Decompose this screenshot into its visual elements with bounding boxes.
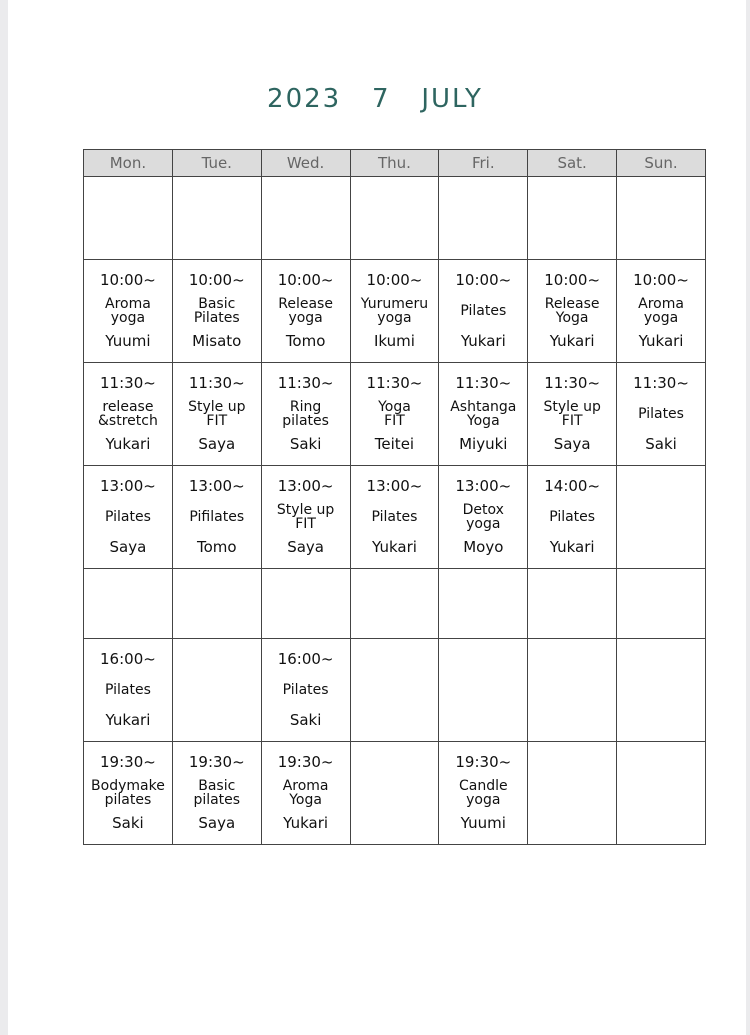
empty-cell <box>617 639 706 742</box>
empty-cell <box>84 569 173 639</box>
class-cell <box>172 742 261 845</box>
class-name: release &stretch <box>98 399 158 429</box>
class-name: Basic Pilates <box>193 296 240 326</box>
class-entry <box>528 272 616 350</box>
class-cell <box>84 260 173 363</box>
class-name: Yurumeru yoga <box>360 296 429 326</box>
class-time: 13:00~ <box>188 477 245 495</box>
instructor-name: Moyo <box>463 538 504 556</box>
class-entry <box>173 272 261 350</box>
class-entry <box>351 272 439 350</box>
day-header: Sat. <box>528 150 617 177</box>
class-name: Pilates <box>282 682 329 698</box>
class-cell <box>172 260 261 363</box>
class-cell <box>261 639 350 742</box>
class-cell <box>261 363 350 466</box>
empty-cell <box>172 639 261 742</box>
class-name: Pifilates <box>189 509 245 525</box>
schedule-row <box>84 363 706 466</box>
empty-cell <box>528 569 617 639</box>
class-time: 11:30~ <box>188 374 245 392</box>
instructor-name: Misato <box>192 332 242 350</box>
class-cell <box>261 260 350 363</box>
class-name: Ashtanga Yoga <box>450 399 517 429</box>
class-name: Pilates <box>371 509 418 525</box>
class-cell <box>528 466 617 569</box>
class-name: Pilates <box>104 509 151 525</box>
class-cell <box>84 363 173 466</box>
day-header: Mon. <box>84 150 173 177</box>
class-time: 19:30~ <box>188 753 245 771</box>
instructor-name: Saki <box>645 435 677 453</box>
class-cell <box>439 260 528 363</box>
schedule-row <box>84 742 706 845</box>
page <box>8 0 746 1035</box>
class-name: Pilates <box>460 303 507 319</box>
class-cell <box>350 363 439 466</box>
day-header: Wed. <box>261 150 350 177</box>
class-entry <box>262 272 350 350</box>
class-entry <box>528 375 616 453</box>
class-time: 11:30~ <box>277 374 334 392</box>
empty-cell <box>350 569 439 639</box>
instructor-name: Tomo <box>285 332 326 350</box>
class-time: 11:30~ <box>366 374 423 392</box>
class-time: 10:00~ <box>455 271 512 289</box>
class-cell <box>528 260 617 363</box>
class-name: Pilates <box>638 406 684 422</box>
class-cell <box>84 742 173 845</box>
empty-cell <box>84 177 173 260</box>
class-entry <box>84 754 172 832</box>
class-name: Ring pilates <box>282 399 329 429</box>
class-entry <box>617 375 705 453</box>
day-header: Tue. <box>172 150 261 177</box>
schedule-row <box>84 569 706 639</box>
schedule-row <box>84 177 706 260</box>
class-cell <box>261 742 350 845</box>
class-time: 10:00~ <box>100 271 156 289</box>
class-cell <box>84 466 173 569</box>
class-entry <box>84 478 172 556</box>
class-cell <box>528 363 617 466</box>
empty-cell <box>528 639 617 742</box>
empty-cell <box>350 177 439 260</box>
day-header: Sun. <box>617 150 706 177</box>
class-name: Pilates <box>104 682 151 698</box>
class-entry <box>262 478 350 556</box>
empty-cell <box>617 569 706 639</box>
class-time: 16:00~ <box>277 650 334 668</box>
instructor-name: Yukari <box>549 538 595 556</box>
class-name: Pilates <box>549 509 596 525</box>
instructor-name: Yukari <box>105 435 151 453</box>
class-name: Basic pilates <box>193 778 241 808</box>
instructor-name: Saki <box>289 711 322 729</box>
class-entry <box>173 478 261 556</box>
class-entry <box>173 754 261 832</box>
class-time: 14:00~ <box>544 477 601 495</box>
class-entry <box>351 478 439 556</box>
empty-cell <box>172 177 261 260</box>
class-entry <box>262 651 350 729</box>
class-entry <box>84 651 172 729</box>
class-time: 10:00~ <box>633 271 689 289</box>
class-time: 10:00~ <box>188 271 245 289</box>
instructor-name: Yukari <box>105 711 151 729</box>
class-entry <box>439 375 527 453</box>
instructor-name: Yukari <box>549 332 595 350</box>
class-time: 11:30~ <box>633 374 689 392</box>
class-entry <box>439 478 527 556</box>
schedule-row <box>84 639 706 742</box>
class-cell <box>439 466 528 569</box>
page-title: 2023 7 JULY <box>267 84 483 114</box>
class-entry <box>617 272 705 350</box>
instructor-name: Yukari <box>372 538 417 556</box>
class-name: Style up FIT <box>543 399 601 429</box>
instructor-name: Saya <box>109 538 147 556</box>
class-time: 11:30~ <box>455 374 512 392</box>
instructor-name: Saya <box>198 814 236 832</box>
class-time: 10:00~ <box>366 271 423 289</box>
class-entry <box>439 754 527 832</box>
class-entry <box>173 375 261 453</box>
class-time: 19:30~ <box>455 753 512 771</box>
class-cell <box>350 466 439 569</box>
day-header: Thu. <box>350 150 439 177</box>
instructor-name: Ikumi <box>373 332 415 350</box>
class-entry <box>84 375 172 453</box>
class-time: 13:00~ <box>455 477 512 495</box>
empty-cell <box>439 177 528 260</box>
class-time: 16:00~ <box>100 650 156 668</box>
class-time: 13:00~ <box>100 477 156 495</box>
empty-cell <box>617 177 706 260</box>
class-cell <box>172 466 261 569</box>
class-name: Bodymake pilates <box>91 778 165 808</box>
class-name: Release yoga <box>278 296 333 326</box>
instructor-name: Saki <box>112 814 144 832</box>
class-time: 11:30~ <box>100 374 156 392</box>
empty-cell <box>617 742 706 845</box>
class-time: 10:00~ <box>544 271 601 289</box>
day-header: Fri. <box>439 150 528 177</box>
instructor-name: Miyuki <box>459 435 508 453</box>
class-cell <box>350 260 439 363</box>
header-row <box>84 150 706 177</box>
empty-cell <box>350 639 439 742</box>
class-cell <box>439 363 528 466</box>
instructor-name: Saya <box>287 538 324 556</box>
class-name: Candle yoga <box>458 778 508 808</box>
instructor-name: Yuumi <box>460 814 506 832</box>
class-name: Aroma yoga <box>105 296 151 326</box>
class-name: Yoga FIT <box>378 399 411 429</box>
class-entry <box>262 375 350 453</box>
class-name: Aroma yoga <box>638 296 684 326</box>
class-entry <box>528 478 616 556</box>
empty-cell <box>528 742 617 845</box>
instructor-name: Saki <box>289 435 322 453</box>
schedule-row <box>84 260 706 363</box>
class-cell <box>261 466 350 569</box>
empty-cell <box>261 177 350 260</box>
class-name: Aroma Yoga <box>282 778 329 808</box>
class-cell <box>172 363 261 466</box>
instructor-name: Yukari <box>460 332 506 350</box>
class-time: 13:00~ <box>277 477 334 495</box>
class-time: 11:30~ <box>544 374 601 392</box>
schedule-row <box>84 466 706 569</box>
class-name: Style up FIT <box>188 399 246 429</box>
empty-cell <box>439 569 528 639</box>
empty-cell <box>350 742 439 845</box>
class-time: 10:00~ <box>277 271 334 289</box>
class-time: 19:30~ <box>277 753 334 771</box>
class-name: Style up FIT <box>276 502 335 532</box>
class-cell <box>617 260 706 363</box>
class-cell <box>439 742 528 845</box>
class-time: 19:30~ <box>100 753 156 771</box>
class-entry <box>262 754 350 832</box>
class-name: Release Yoga <box>544 296 600 326</box>
class-entry <box>439 272 527 350</box>
instructor-name: Teitei <box>374 435 415 453</box>
instructor-name: Tomo <box>196 538 237 556</box>
empty-cell <box>528 177 617 260</box>
instructor-name: Yuumi <box>105 332 151 350</box>
empty-cell <box>172 569 261 639</box>
empty-cell <box>439 639 528 742</box>
instructor-name: Yukari <box>638 332 684 350</box>
instructor-name: Saya <box>553 435 591 453</box>
class-cell <box>84 639 173 742</box>
instructor-name: Yukari <box>283 814 329 832</box>
class-time: 13:00~ <box>366 477 423 495</box>
class-cell <box>617 363 706 466</box>
instructor-name: Saya <box>198 435 236 453</box>
class-entry <box>351 375 439 453</box>
schedule-table <box>83 149 706 845</box>
class-name: Detox yoga <box>462 502 504 532</box>
empty-cell <box>617 466 706 569</box>
empty-cell <box>261 569 350 639</box>
schedule-body <box>84 177 706 845</box>
class-entry <box>84 272 172 350</box>
